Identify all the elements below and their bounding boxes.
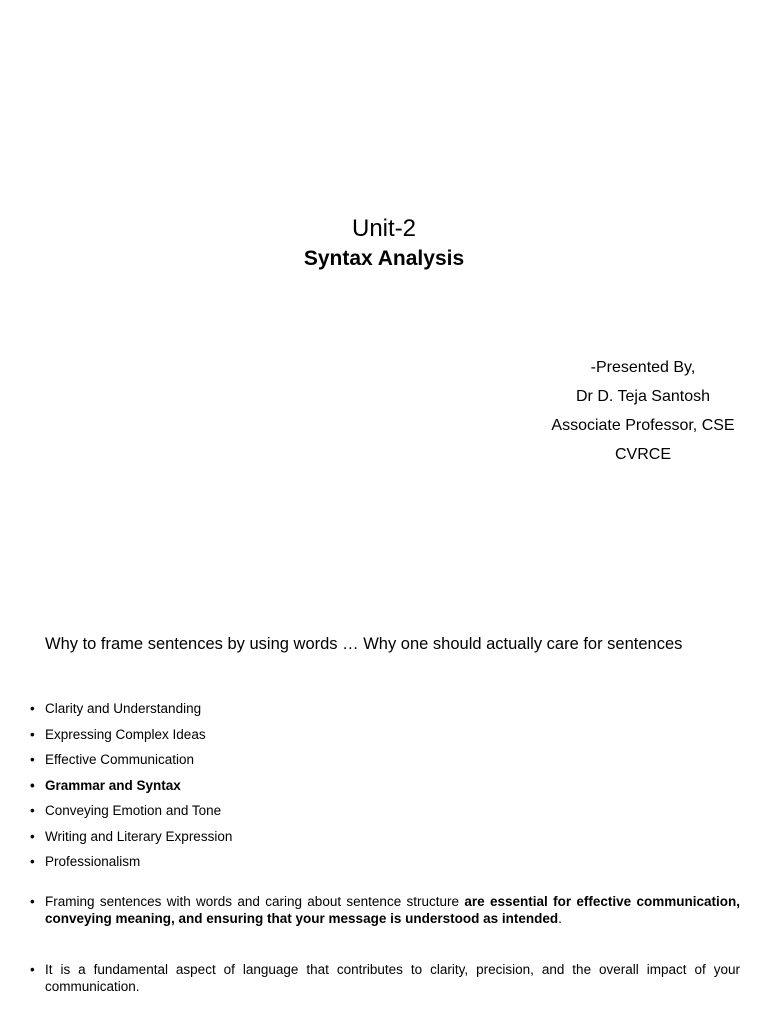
- list-item: • Effective Communication: [30, 747, 750, 773]
- slide-subtitle: Syntax Analysis: [303, 247, 465, 270]
- paragraph-lead: Framing sentences with words and caring about sentence structure: [45, 894, 465, 909]
- reasons-list: [30, 696, 750, 875]
- presented-by-label: -Presented By,: [590, 359, 696, 376]
- paragraph-tail: .: [558, 911, 562, 926]
- slide-heading: Why to frame sentences by using words … Why one should actually care for sentences: [45, 635, 683, 653]
- presenter-block: [540, 353, 746, 469]
- paragraph-fundamental: [30, 961, 740, 995]
- list-item: • Conveying Emotion and Tone: [30, 798, 750, 824]
- list-item: • Expressing Complex Ideas: [30, 722, 750, 748]
- paragraph-essential: [30, 893, 740, 927]
- list-item: • Clarity and Understanding: [30, 696, 750, 722]
- presenter-name: Dr D. Teja Santosh: [576, 388, 710, 405]
- paragraph-text: [45, 893, 740, 927]
- paragraph-emphasis: are essential for effective communication, conveying meaning, and ensuring that your message is understood as intended: [45, 894, 741, 926]
- presenter-institution: CVRCE: [614, 446, 671, 463]
- bullet-icon: •: [30, 894, 35, 909]
- list-item: • Writing and Literary Expression: [30, 824, 750, 850]
- bullet-icon: •: [30, 962, 35, 977]
- list-item: • Professionalism: [30, 849, 750, 875]
- paragraph-text: It is a fundamental aspect of language that contributes to clarity, precision, and the overall impact of your communication.: [45, 962, 740, 994]
- content-slide: [0, 576, 768, 1024]
- presenter-designation: Associate Professor, CSE: [551, 417, 735, 434]
- list-item: • Grammar and Syntax: [30, 773, 750, 799]
- slide-title: Unit-2: [351, 215, 417, 242]
